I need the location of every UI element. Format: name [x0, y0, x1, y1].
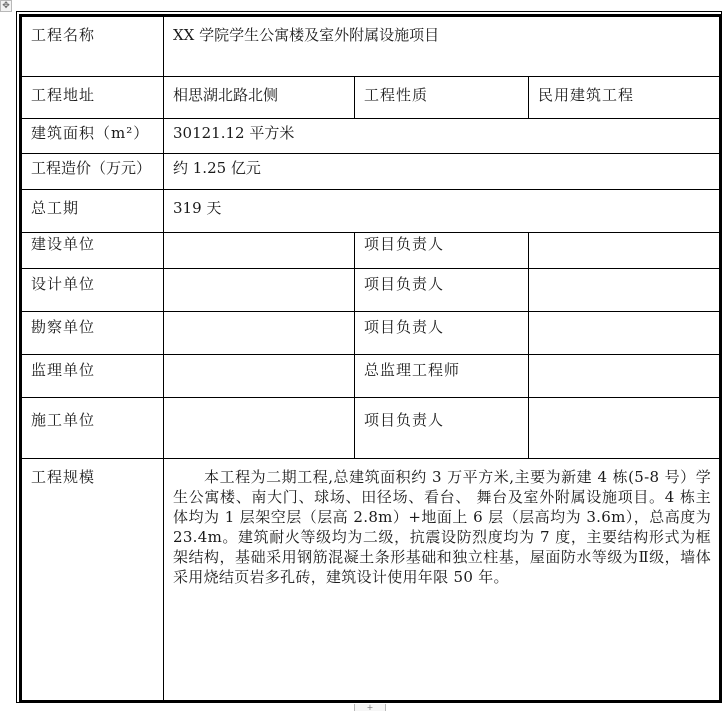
project-address-label: 工程地址 [21, 77, 164, 119]
project-name-value[interactable]: XX 学院学生公寓楼及室外附属设施项目 [164, 16, 721, 77]
table-row-unit [21, 355, 721, 398]
project-cost-label: 工程造价（万元） [21, 154, 164, 190]
building-area-label: 建筑面积（m²） [21, 119, 164, 154]
project-name-label: 工程名称 [21, 16, 164, 77]
unit-value[interactable] [164, 269, 355, 312]
add-row-icon[interactable]: + [354, 704, 386, 711]
unit-label: 勘察单位 [21, 312, 164, 355]
unit-role-label: 项目负责人 [355, 233, 529, 269]
unit-role-label: 项目负责人 [355, 312, 529, 355]
unit-role-value[interactable] [529, 398, 721, 459]
project-scale-description[interactable]: 本工程为二期工程,总建筑面积约 3 万平方米,主要为新建 4 栋(5-8 号）学生公寓楼、南大门、球场、田径场、看台、 舞台及室外附属设施项目。4 栋主体均为 1 层架空层（层高 2.8m）+地面上 6 层（层高均为 3.6m），总高度为 23.4m。建筑耐火等级均为二级，抗震设防烈度均为 7 度，主要结构形式为框架结构，基础采用钢筋混凝土条形基础和独立柱基，屋面防水等级为Ⅱ级，墙体采用烧结页岩多孔砖，建筑设计使用年限 50 年。 [164, 459, 721, 702]
unit-value[interactable] [164, 355, 355, 398]
unit-role-value[interactable] [529, 355, 721, 398]
table-row-unit [21, 398, 721, 459]
unit-role-value[interactable] [529, 233, 721, 269]
total-duration-label: 总工期 [21, 190, 164, 233]
unit-label: 施工单位 [21, 398, 164, 459]
unit-label: 建设单位 [21, 233, 164, 269]
table-row-project-scale [21, 459, 721, 702]
table-row-project-address [21, 77, 721, 119]
table-row-project-name [21, 16, 721, 77]
building-area-value[interactable]: 30121.12 平方米 [164, 119, 721, 154]
table-row-unit [21, 233, 721, 269]
project-scale-label: 工程规模 [21, 459, 164, 702]
table-move-handle-icon[interactable]: ✥ [0, 0, 12, 12]
project-nature-label: 工程性质 [355, 77, 529, 119]
project-address-value[interactable]: 相思湖北路北侧 [164, 77, 355, 119]
project-cost-value[interactable]: 约 1.25 亿元 [164, 154, 721, 190]
unit-value[interactable] [164, 233, 355, 269]
table-row-unit [21, 269, 721, 312]
unit-role-label: 总监理工程师 [355, 355, 529, 398]
unit-role-label: 项目负责人 [355, 398, 529, 459]
unit-role-label: 项目负责人 [355, 269, 529, 312]
unit-label: 设计单位 [21, 269, 164, 312]
unit-value[interactable] [164, 398, 355, 459]
table-row-project-cost [21, 154, 721, 190]
project-info-table [19, 14, 722, 703]
table-row-building-area [21, 119, 721, 154]
unit-role-value[interactable] [529, 269, 721, 312]
unit-role-value[interactable] [529, 312, 721, 355]
unit-value[interactable] [164, 312, 355, 355]
table-row-unit [21, 312, 721, 355]
table-row-total-duration [21, 190, 721, 233]
project-nature-value[interactable]: 民用建筑工程 [529, 77, 721, 119]
unit-label: 监理单位 [21, 355, 164, 398]
total-duration-value[interactable]: 319 天 [164, 190, 721, 233]
